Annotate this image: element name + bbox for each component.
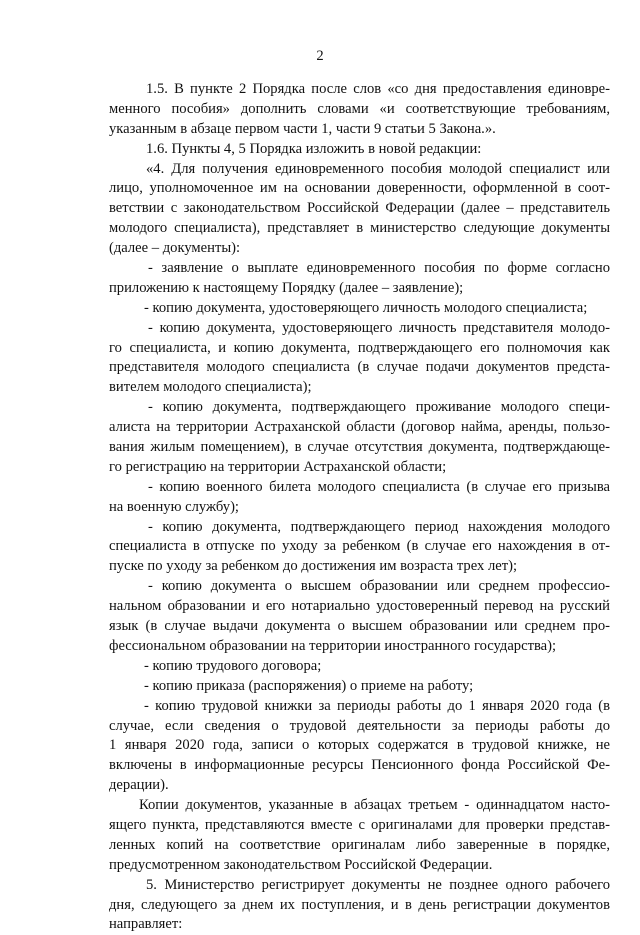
text-line: указанным в абзаце первом части 1, части 9 статьи 5 Закона.». xyxy=(109,120,496,137)
document-body xyxy=(109,80,610,935)
text-line: алиста на территории Астраханской области (договор найма, аренды, пользо- xyxy=(109,419,610,436)
text-line: 1.6. Пункты 4, 5 Порядка изложить в новой редакции: xyxy=(146,140,482,157)
text-line: вителем молодого специалиста); xyxy=(109,379,312,396)
text-line: Копии документов, указанные в абзацах третьем - одиннадцатом насто- xyxy=(139,797,610,814)
text-line: дерации). xyxy=(109,777,169,794)
text-line: - копию документа, удостоверяющего личность молодого специалиста; xyxy=(144,299,588,316)
text-line: представителя молодого специалиста (в случае подачи документов предста- xyxy=(109,359,610,376)
text-line: (далее – документы): xyxy=(109,240,241,257)
text-line: «4. Для получения единовременного пособия молодой специалист или xyxy=(146,160,610,177)
text-line: ленных копий на соответствие оригиналам либо заверенные в порядке, xyxy=(109,836,610,853)
page-number: 2 xyxy=(316,48,324,64)
text-line: 1 января 2020 года, записи о которых содержатся в трудовой книжке, не xyxy=(109,737,610,754)
text-line: пуске по уходу за ребенком до достижения им возраста трех лет); xyxy=(109,558,517,575)
text-line: - копию документа, подтверждающего период нахождения молодого xyxy=(148,518,610,535)
text-line: лицо, уполномоченное им на основании доверенности, оформленной в соот- xyxy=(109,180,610,197)
text-line: - копию трудового договора; xyxy=(144,657,322,674)
text-line: 5. Министерство регистрирует документы не позднее одного рабочего xyxy=(146,876,610,893)
text-line: ветствии с законодательством Российской Федерации (далее – представитель xyxy=(109,200,610,217)
text-line: дня, следующего за днем их поступления, и в день регистрации документов xyxy=(109,896,610,913)
text-line: - заявление о выплате единовременного пособия по форме согласно xyxy=(148,260,610,277)
text-line: направляет: xyxy=(109,916,183,933)
text-line: на военную службу); xyxy=(109,498,239,515)
text-line: ящего пункта, представляются вместе с оригиналами для проверки представ- xyxy=(109,816,610,833)
text-line: - копию документа о высшем образовании или среднем профессио- xyxy=(148,578,610,595)
text-line: - копию военного билета молодого специалиста (в случае его призыва xyxy=(148,478,610,495)
text-line: - копию документа, подтверждающего проживание молодого специ- xyxy=(148,399,610,416)
text-line: нальном образовании и его нотариально удостоверенный перевод на русский xyxy=(109,598,610,615)
text-line: вания жилым помещением), в случае отсутствия документа, подтверждающе- xyxy=(109,439,610,456)
text-line: включены в информационные ресурсы Пенсионного фонда Российской Фе- xyxy=(109,757,610,774)
text-line: молодого специалиста), представляет в министерство следующие документы xyxy=(109,220,610,237)
text-line: менного пособия» дополнить словами «и соответствующие требованиям, xyxy=(109,100,610,117)
text-line: специалиста в отпуске по уходу за ребенком (в случае его нахождения в от- xyxy=(109,538,610,555)
text-line: язык (в случае выдачи документа о высшем образовании или среднем про- xyxy=(109,618,610,635)
text-line: случае, если сведения о трудовой деятельности за периоды работы до xyxy=(109,717,610,734)
text-line: фессиональном образовании на территории иностранного государства); xyxy=(109,637,557,654)
text-line: - копию трудовой книжки за периоды работы до 1 января 2020 года (в xyxy=(144,697,610,714)
text-line: го специалиста, и копию документа, подтверждающего его полномочия как xyxy=(109,339,610,356)
text-line: приложению к настоящему Порядку (далее – заявление); xyxy=(109,279,464,296)
text-line: го регистрацию на территории Астраханской области; xyxy=(109,458,447,475)
text-line: 1.5. В пункте 2 Порядка после слов «со дня предоставления единовре- xyxy=(146,81,610,97)
text-line: - копию приказа (распоряжения) о приеме на работу; xyxy=(144,677,474,694)
text-line: предусмотренном законодательством Российской Федерации. xyxy=(109,856,493,873)
text-line: - копию документа, удостоверяющего личность представителя молодо- xyxy=(148,319,610,336)
